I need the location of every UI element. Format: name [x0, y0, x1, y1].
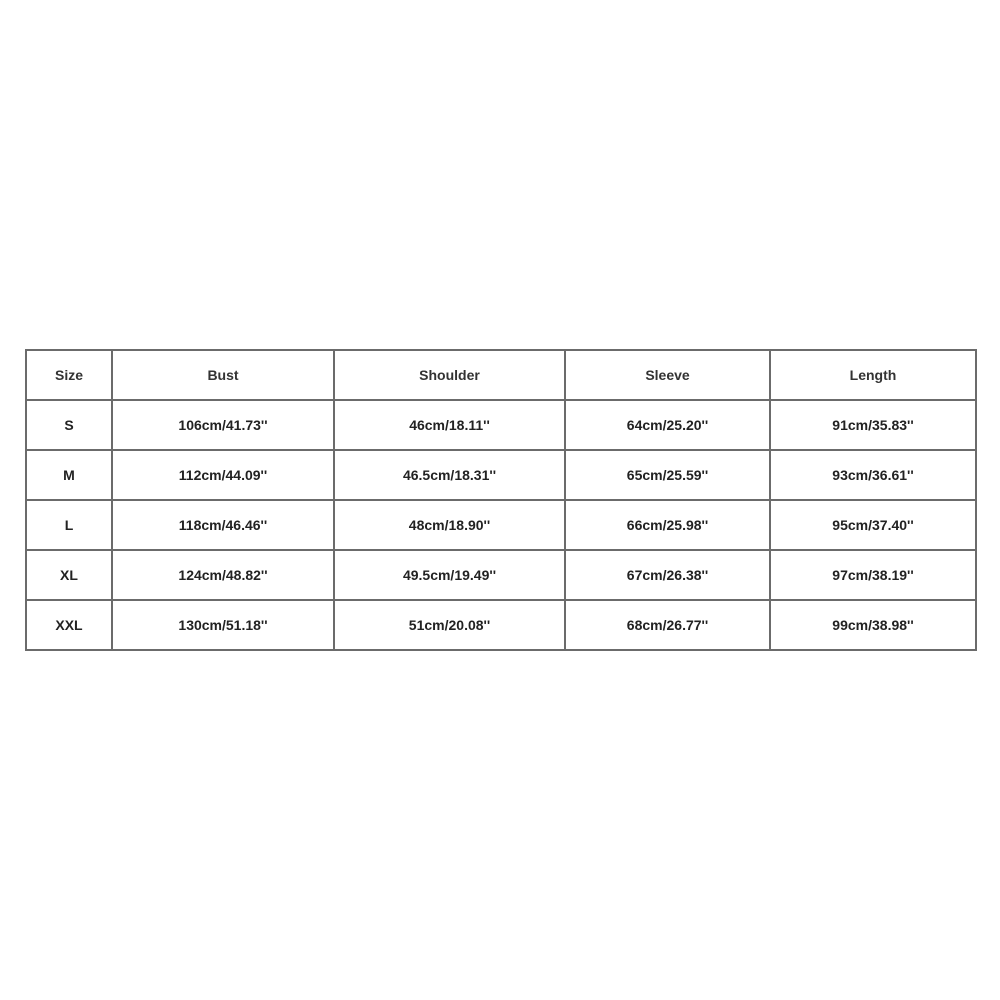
- cell-sleeve: 66cm/25.98'': [565, 500, 770, 550]
- cell-length: 95cm/37.40'': [770, 500, 976, 550]
- cell-size: XL: [26, 550, 112, 600]
- cell-length: 99cm/38.98'': [770, 600, 976, 650]
- header-bust: Bust: [112, 350, 334, 400]
- cell-shoulder: 46cm/18.11'': [334, 400, 565, 450]
- table-row: [26, 500, 976, 550]
- cell-length: 97cm/38.19'': [770, 550, 976, 600]
- header-shoulder: Shoulder: [334, 350, 565, 400]
- cell-size: M: [26, 450, 112, 500]
- cell-size: L: [26, 500, 112, 550]
- cell-bust: 124cm/48.82'': [112, 550, 334, 600]
- cell-bust: 118cm/46.46'': [112, 500, 334, 550]
- cell-length: 93cm/36.61'': [770, 450, 976, 500]
- header-length: Length: [770, 350, 976, 400]
- table-row: [26, 450, 976, 500]
- table-row: [26, 400, 976, 450]
- cell-sleeve: 65cm/25.59'': [565, 450, 770, 500]
- table-row: [26, 600, 976, 650]
- cell-shoulder: 51cm/20.08'': [334, 600, 565, 650]
- table-header-row: [26, 350, 976, 400]
- cell-sleeve: 68cm/26.77'': [565, 600, 770, 650]
- cell-shoulder: 49.5cm/19.49'': [334, 550, 565, 600]
- cell-shoulder: 46.5cm/18.31'': [334, 450, 565, 500]
- cell-shoulder: 48cm/18.90'': [334, 500, 565, 550]
- header-size: Size: [26, 350, 112, 400]
- cell-bust: 112cm/44.09'': [112, 450, 334, 500]
- cell-sleeve: 67cm/26.38'': [565, 550, 770, 600]
- cell-size: XXL: [26, 600, 112, 650]
- size-chart-table: [25, 349, 977, 651]
- cell-bust: 106cm/41.73'': [112, 400, 334, 450]
- cell-bust: 130cm/51.18'': [112, 600, 334, 650]
- cell-size: S: [26, 400, 112, 450]
- header-sleeve: Sleeve: [565, 350, 770, 400]
- cell-length: 91cm/35.83'': [770, 400, 976, 450]
- cell-sleeve: 64cm/25.20'': [565, 400, 770, 450]
- table-row: [26, 550, 976, 600]
